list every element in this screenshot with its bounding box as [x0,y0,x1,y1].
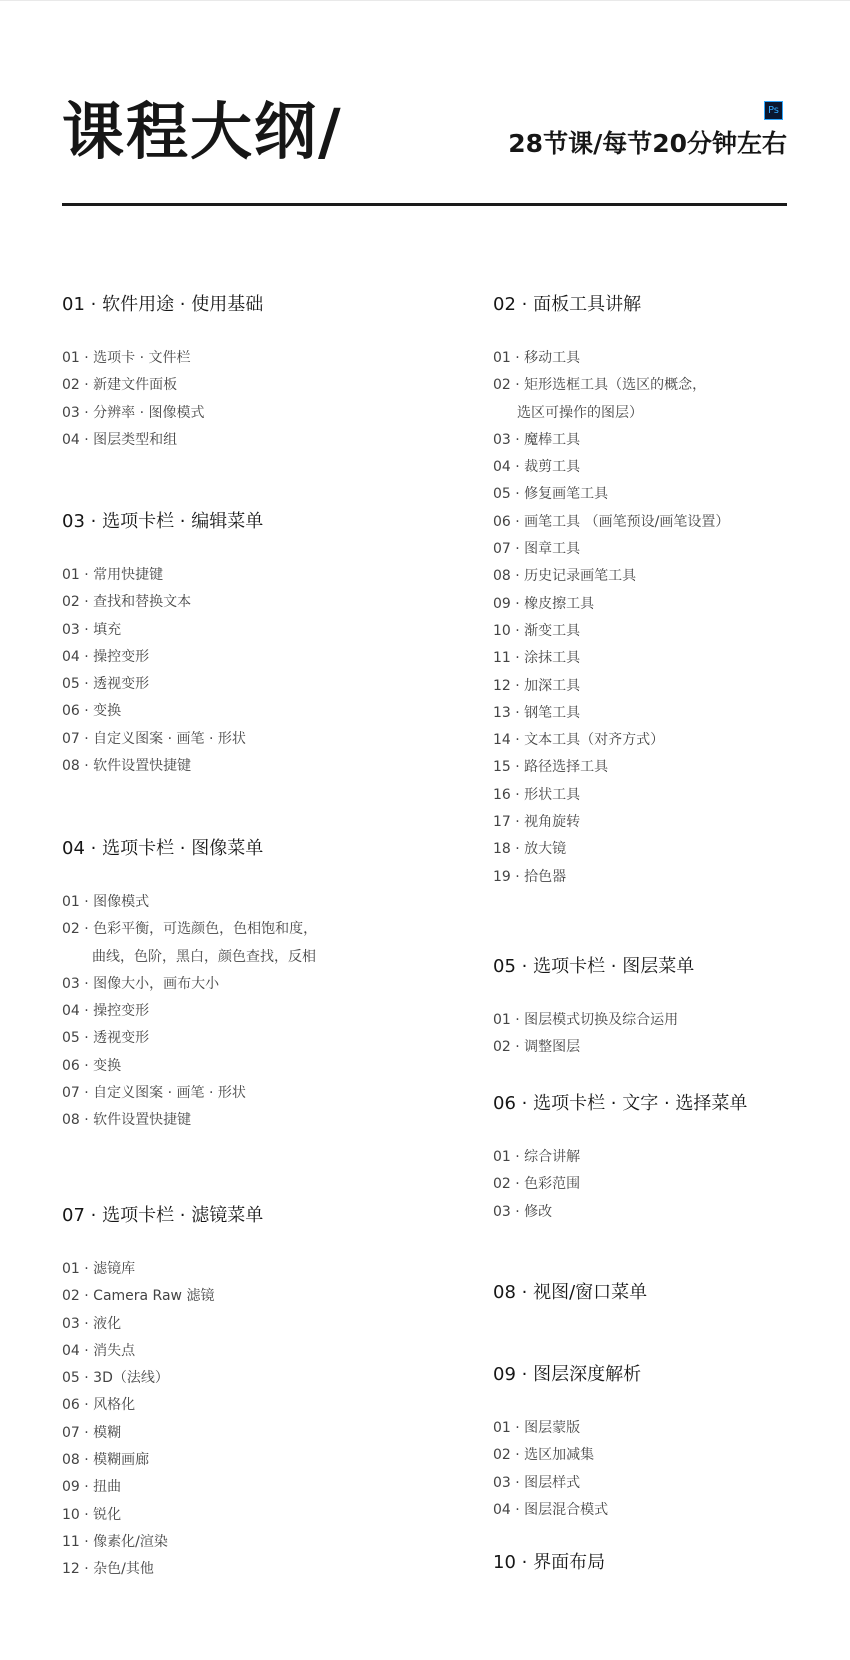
list-item: 03 · 液化 [62,1315,122,1332]
section-title: 10 · 界面布局 [493,1552,606,1573]
section-07 [62,1204,263,1584]
list-item: 03 · 填充 [62,621,122,638]
list-item: 01 · 选项卡 · 文件栏 [62,350,191,366]
section-title: 06 · 选项卡栏 · 文字 · 选择菜单 [493,1093,748,1114]
section-06 [493,1092,747,1226]
list-item: 03 · 修改 [493,1203,553,1220]
list-item: 03 · 分辨率 · 图像模式 [62,404,205,421]
section-title: 02 · 面板工具讲解 [493,294,642,315]
list-item: 02 · 查找和替换文本 [62,594,192,611]
list-item: 04 · 图层混合模式 [493,1501,609,1518]
section-03 [62,510,263,780]
section-02 [493,293,729,891]
section-items [493,1007,694,1062]
list-item: 05 · 透视变形 [62,676,150,693]
list-item: 08 · 历史记录画笔工具 [493,568,637,585]
list-item: 12 · 杂色/其他 [62,1561,154,1578]
list-item: 04 · 操控变形 [62,648,150,665]
list-item: 01 · 滤镜库 [62,1261,136,1277]
section-items [62,562,263,780]
list-item: 02 · 新建文件面板 [62,377,178,394]
photoshop-icon: Ps [764,101,783,120]
list-item: 11 · 像素化/渲染 [62,1533,168,1550]
list-item: 07 · 图章工具 [493,541,581,558]
section-09 [493,1363,641,1524]
section-title: 05 · 选项卡栏 · 图层菜单 [493,956,695,977]
list-item: 01 · 移动工具 [493,350,581,366]
section-title: 09 · 图层深度解析 [493,1364,642,1385]
list-item: 02 · 色彩范围 [493,1176,581,1193]
list-item: 06 · 变换 [62,703,122,720]
list-item: 01 · 图像模式 [62,894,150,910]
section-05 [493,955,694,1062]
section-title: 08 · 视图/窗口菜单 [493,1282,648,1303]
list-item: 19 · 拾色器 [493,868,567,885]
list-item: 06 · 画笔工具 （画笔预设/画笔设置） [493,513,730,530]
list-item: 02 · 色彩平衡，可选颜色，色相饱和度， [62,921,318,938]
section-items [62,889,317,1135]
list-item: 04 · 裁剪工具 [493,459,581,476]
top-border [0,0,850,1]
list-item: 09 · 橡皮擦工具 [493,595,595,612]
list-item: 18 · 放大镜 [493,841,567,858]
section-04 [62,837,317,1135]
list-item-continuation: 曲线，色阶，黑白，颜色查找，反相 [92,948,316,965]
section-items [62,345,263,454]
list-item: 04 · 操控变形 [62,1003,150,1020]
list-item: 03 · 图像大小，画布大小 [62,975,220,992]
list-item: 08 · 软件设置快捷键 [62,1112,192,1129]
list-item: 14 · 文本工具（对齐方式） [493,732,665,749]
list-item: 06 · 风格化 [62,1397,136,1414]
section-items [493,1144,747,1226]
section-items [493,345,729,891]
list-item-continuation: 选区可操作的图层） [517,404,643,421]
list-item: 07 · 模糊 [62,1424,122,1441]
section-08 [493,1281,647,1305]
list-item: 03 · 图层样式 [493,1474,581,1491]
list-item: 13 · 钢笔工具 [493,704,581,721]
list-item: 08 · 模糊画廊 [62,1452,150,1469]
list-item: 15 · 路径选择工具 [493,759,609,776]
section-01 [62,293,263,454]
list-item: 12 · 加深工具 [493,677,581,694]
list-item: 02 · Camera Raw 滤镜 [62,1288,215,1305]
section-title: 07 · 选项卡栏 · 滤镜菜单 [62,1205,264,1226]
section-items [493,1415,641,1524]
section-items [62,1256,263,1584]
header-divider [62,203,787,206]
list-item: 01 · 综合讲解 [493,1149,581,1165]
list-item: 01 · 常用快捷键 [62,567,164,583]
list-item: 08 · 软件设置快捷键 [62,758,192,775]
section-title: 03 · 选项卡栏 · 编辑菜单 [62,511,264,532]
list-item: 01 · 图层模式切换及综合运用 [493,1012,679,1028]
list-item: 07 · 自定义图案 · 画笔 · 形状 [62,1085,246,1102]
list-item: 16 · 形状工具 [493,786,581,803]
list-item: 05 · 3D（法线） [62,1370,169,1387]
section-title: 01 · 软件用途 · 使用基础 [62,294,264,315]
list-item: 06 · 变换 [62,1057,122,1074]
list-item: 02 · 矩形选框工具（选区的概念， [493,377,707,394]
section-title: 04 · 选项卡栏 · 图像菜单 [62,838,264,859]
list-item: 04 · 图层类型和组 [62,431,178,448]
page-subtitle: 28节课/每节20分钟左右 [508,129,787,158]
list-item: 17 · 视角旋转 [493,814,581,831]
list-item: 05 · 透视变形 [62,1030,150,1047]
list-item: 11 · 涂抹工具 [493,650,581,667]
list-item: 10 · 锐化 [62,1506,122,1523]
list-item: 03 · 魔棒工具 [493,431,581,448]
list-item: 02 · 调整图层 [493,1039,581,1056]
list-item: 09 · 扭曲 [62,1479,122,1496]
page-title: 课程大纲/ [62,95,343,168]
list-item: 01 · 图层蒙版 [493,1420,581,1436]
list-item: 02 · 选区加减集 [493,1447,595,1464]
list-item: 10 · 渐变工具 [493,622,581,639]
list-item: 07 · 自定义图案 · 画笔 · 形状 [62,730,246,747]
list-item: 05 · 修复画笔工具 [493,486,609,503]
list-item: 04 · 消失点 [62,1342,136,1359]
section-10 [493,1551,605,1575]
